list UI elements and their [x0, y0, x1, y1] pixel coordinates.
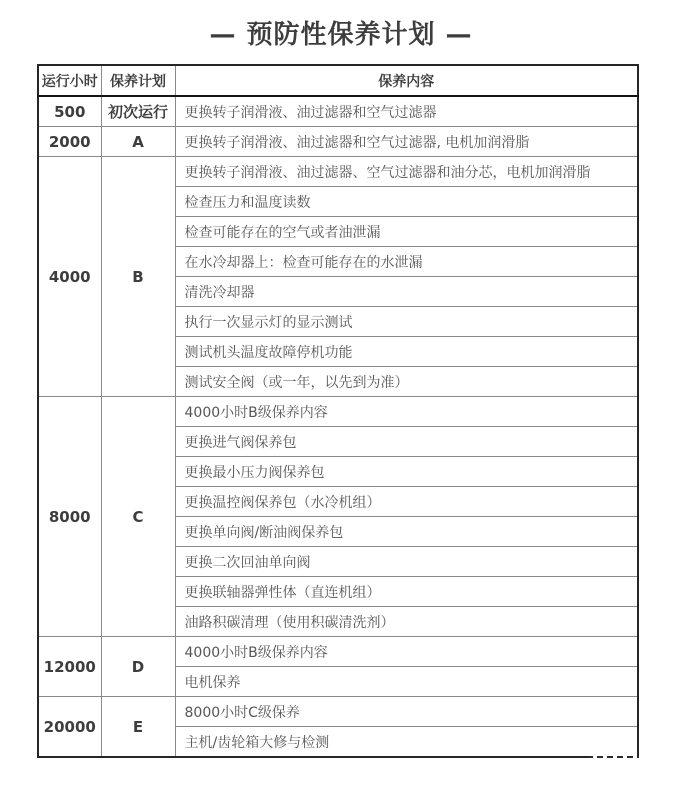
content-cell: 更换转子润滑液、油过滤器、空气过滤器和油分芯，电机加润滑脂	[175, 157, 638, 187]
table-row	[38, 127, 638, 157]
content-cell: 测试机头温度故障停机功能	[175, 337, 638, 367]
plan-cell: A	[101, 127, 175, 157]
content-cell: 油路积碳清理（使用积碳清洗剂）	[175, 607, 638, 637]
plan-cell: 初次运行	[101, 96, 175, 127]
col-header-hours: 运行小时	[38, 65, 101, 96]
content-cell: 更换单向阀/断油阀保养包	[175, 517, 638, 547]
content-cell: 4000小时B级保养内容	[175, 637, 638, 667]
col-header-content: 保养内容	[175, 65, 638, 96]
plan-cell: E	[101, 697, 175, 758]
maintenance-table-wrap	[37, 64, 637, 758]
content-cell: 主机/齿轮箱大修与检测	[175, 727, 638, 758]
content-cell: 更换二次回油单向阀	[175, 547, 638, 577]
content-cell: 更换联轴器弹性体（直连机组）	[175, 577, 638, 607]
content-cell: 更换进气阀保养包	[175, 427, 638, 457]
hours-cell: 12000	[38, 637, 101, 697]
hours-cell: 8000	[38, 397, 101, 637]
plan-cell: D	[101, 637, 175, 697]
content-cell: 在水冷却器上：检查可能存在的水泄漏	[175, 247, 638, 277]
table-row	[38, 157, 638, 187]
table-row	[38, 637, 638, 667]
plan-cell: B	[101, 157, 175, 397]
hours-cell: 20000	[38, 697, 101, 758]
page-title: — 预防性保养计划 —	[209, 20, 473, 50]
content-cell: 更换温控阀保养包（水冷机组）	[175, 487, 638, 517]
page	[0, 14, 682, 803]
content-cell: 更换最小压力阀保养包	[175, 457, 638, 487]
content-cell: 检查压力和温度读数	[175, 187, 638, 217]
content-cell: 更换转子润滑液、油过滤器和空气过滤器, 电机加润滑脂	[175, 127, 638, 157]
plan-cell: C	[101, 397, 175, 637]
table-header-row	[38, 65, 638, 96]
content-cell: 清洗冷却器	[175, 277, 638, 307]
content-cell: 4000小时B级保养内容	[175, 397, 638, 427]
maintenance-table	[37, 64, 639, 758]
hours-cell: 2000	[38, 127, 101, 157]
hours-cell: 500	[38, 96, 101, 127]
content-cell: 8000小时C级保养	[175, 697, 638, 727]
content-cell: 测试安全阀（或一年，以先到为准）	[175, 367, 638, 397]
content-cell: 执行一次显示灯的显示测试	[175, 307, 638, 337]
col-header-plan: 保养计划	[101, 65, 175, 96]
hours-cell: 4000	[38, 157, 101, 397]
table-row	[38, 397, 638, 427]
content-cell: 检查可能存在的空气或者油泄漏	[175, 217, 638, 247]
table-row	[38, 697, 638, 727]
content-cell: 电机保养	[175, 667, 638, 697]
table-row	[38, 96, 638, 127]
content-cell: 更换转子润滑液、油过滤器和空气过滤器	[175, 96, 638, 127]
